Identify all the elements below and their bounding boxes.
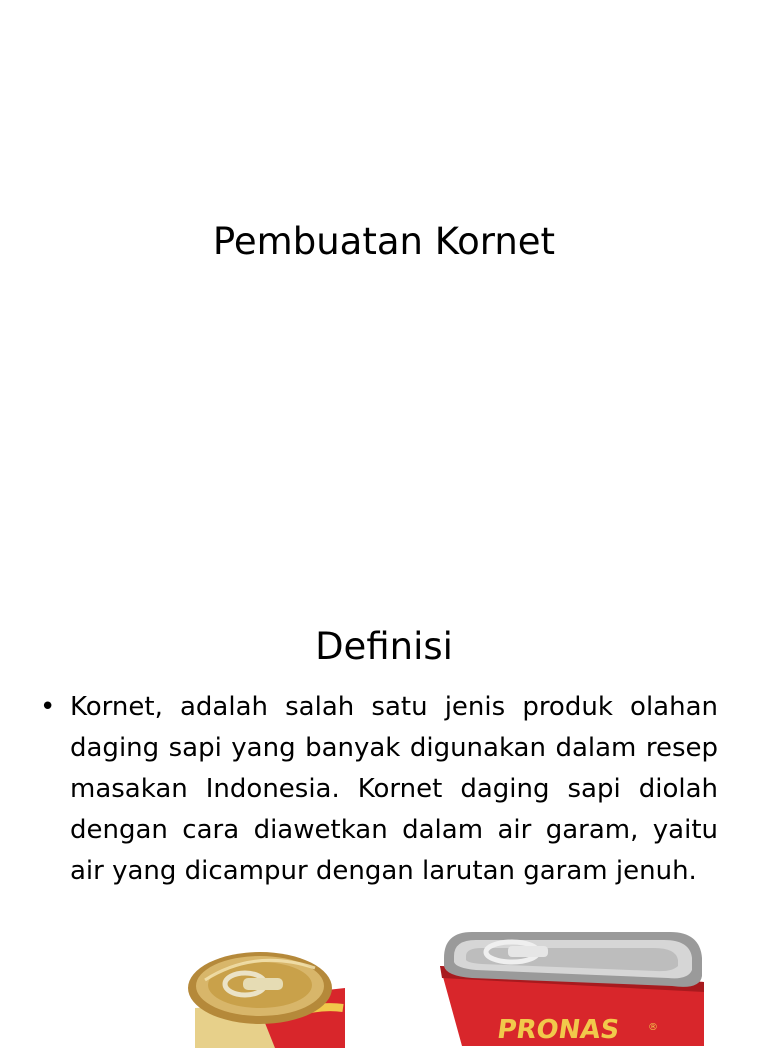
svg-text:PRONAS: PRONAS — [495, 1015, 622, 1045]
slide-title-heading: Pembuatan Kornet — [212, 220, 556, 263]
corned-beef-can-image-right — [432, 926, 712, 1046]
bullet-list — [40, 687, 718, 892]
slide-definition — [0, 576, 768, 1045]
svg-text:®: ® — [648, 1022, 658, 1033]
bullet-item — [40, 687, 718, 892]
bullet-text: Kornet, adalah salah satu jenis produk olahan daging sapi yang banyak digunakan dalam resep masakan Indonesia. Kornet daging sapi diolah dengan cara diawetkan dalam air garam, yaitu air yang dicampur dengan larutan garam jenuh. — [70, 692, 718, 886]
bullet-icon: • — [40, 692, 56, 722]
definition-heading: Definisi — [315, 625, 453, 668]
corned-beef-can-image-left — [185, 938, 355, 1048]
